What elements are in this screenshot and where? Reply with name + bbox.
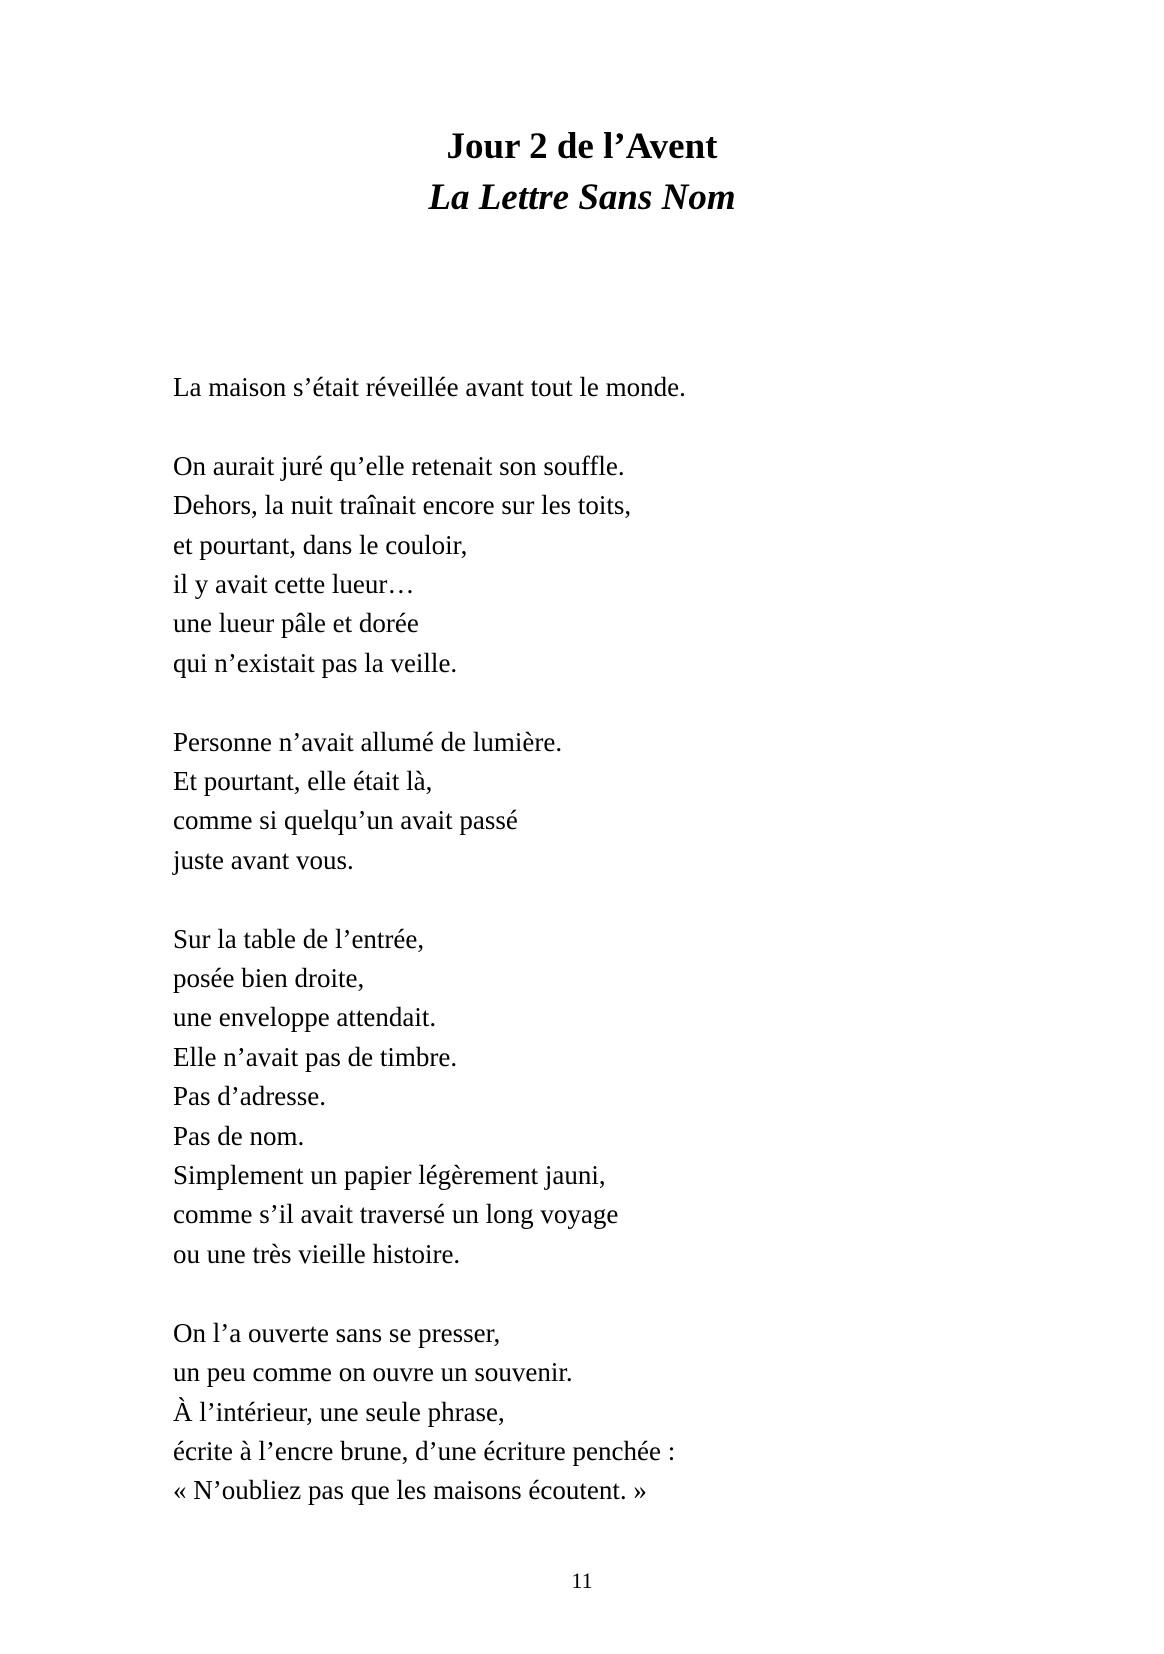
- text-line: « N’oubliez pas que les maisons écoutent. »: [173, 1475, 647, 1506]
- text-line: comme s’il avait traversé un long voyage: [173, 1199, 619, 1230]
- text-line: Simplement un papier légèrement jauni,: [173, 1160, 606, 1191]
- text-line: qui n’existait pas la veille.: [173, 647, 458, 678]
- stanza: [173, 368, 1073, 407]
- text-line: Pas de nom.: [173, 1120, 305, 1151]
- stanza: [173, 1314, 1073, 1511]
- text-line: juste avant vous.: [173, 844, 354, 875]
- text-line: Dehors, la nuit traînait encore sur les toits,: [173, 490, 632, 521]
- text-line: comme si quelqu’un avait passé: [173, 805, 518, 836]
- text-line: une lueur pâle et dorée: [173, 608, 419, 639]
- poem-body: [173, 368, 1073, 1550]
- stanza: [173, 920, 1073, 1275]
- text-line: écrite à l’encre brune, d’une écriture penchée :: [173, 1435, 676, 1466]
- text-line: On aurait juré qu’elle retenait son souffle.: [173, 450, 625, 481]
- text-line: une enveloppe attendait.: [173, 1002, 437, 1033]
- text-line: Elle n’avait pas de timbre.: [173, 1041, 458, 1072]
- stanza: [173, 723, 1073, 881]
- chapter-title: Jour 2 de l’Avent: [446, 126, 718, 167]
- text-line: et pourtant, dans le couloir,: [173, 529, 468, 560]
- text-line: La maison s’était réveillée avant tout le monde.: [173, 372, 686, 402]
- page-number: 11: [571, 1568, 593, 1593]
- text-line: À l’intérieur, une seule phrase,: [173, 1396, 505, 1427]
- text-line: On l’a ouverte sans se presser,: [173, 1317, 501, 1348]
- text-line: Et pourtant, elle était là,: [173, 766, 433, 797]
- stanza: [173, 447, 1073, 683]
- text-line: Sur la table de l’entrée,: [173, 923, 425, 954]
- text-line: posée bien droite,: [173, 963, 365, 994]
- text-line: Personne n’avait allumé de lumière.: [173, 726, 563, 757]
- text-line: un peu comme on ouvre un souvenir.: [173, 1357, 573, 1388]
- text-line: Pas d’adresse.: [173, 1081, 326, 1112]
- text-line: il y avait cette lueur…: [173, 569, 415, 600]
- chapter-subtitle: La Lettre Sans Nom: [428, 177, 736, 218]
- text-line: ou une très vieille histoire.: [173, 1238, 461, 1269]
